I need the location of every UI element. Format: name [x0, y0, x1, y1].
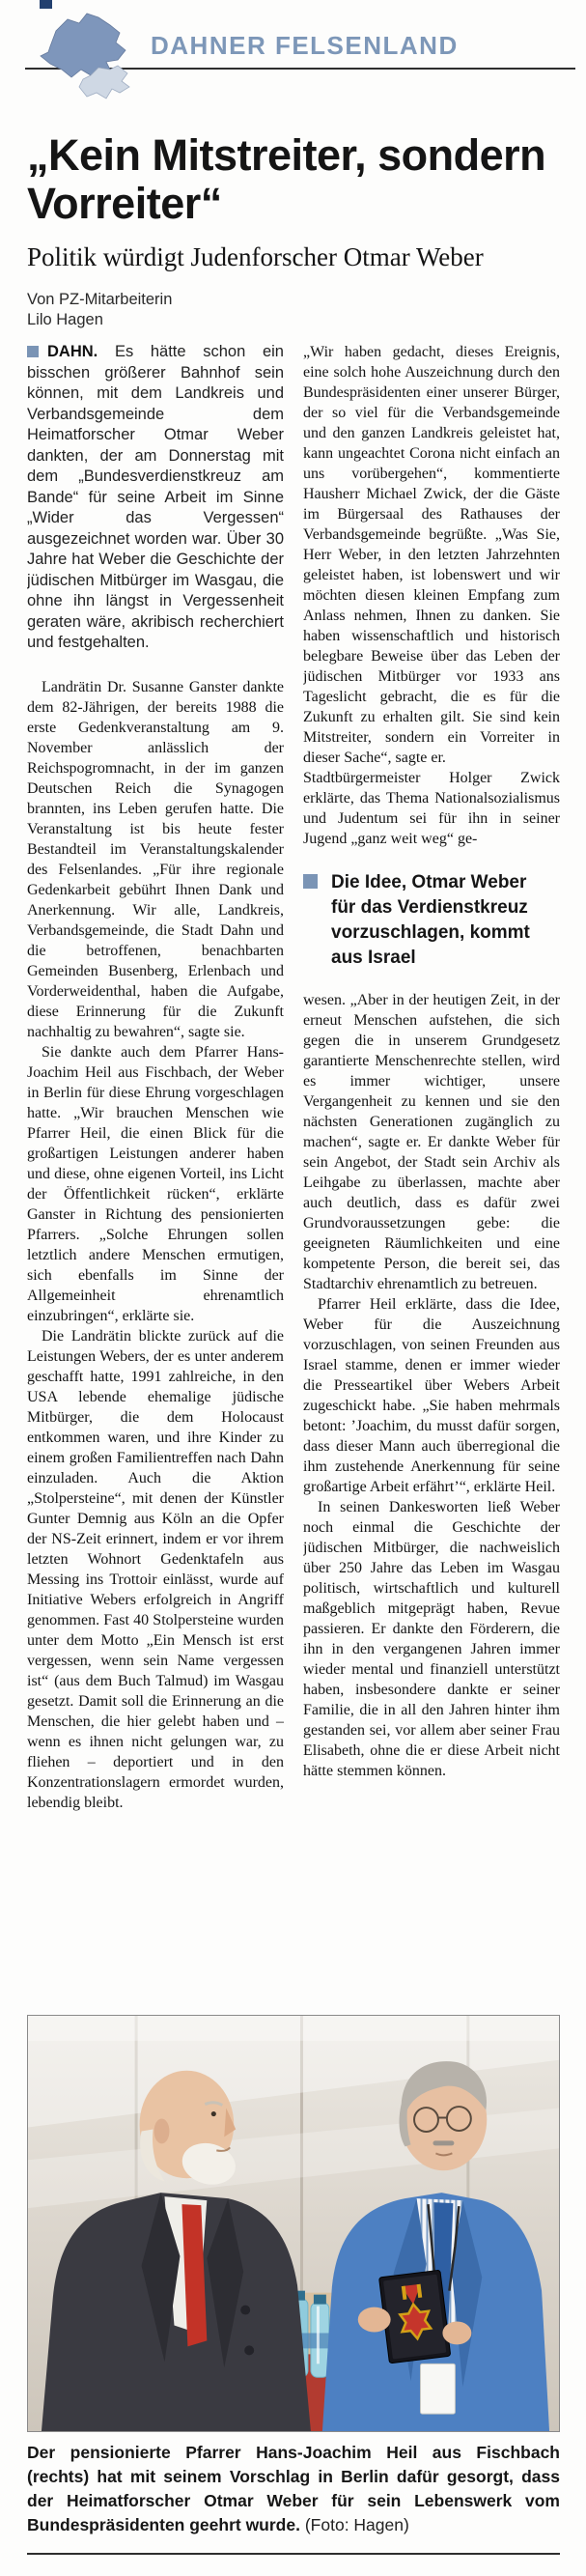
paragraph: Die Landrätin blickte zurück auf die Leistungen Webers, der es unter anderem geschafft hatte, 1991 zahlreiche, in den USA lebende ehemalige jüdische Mitbürger, die dem Holocaust entkommen waren, und ihre Kinder zu einem großen Familientreffen nach Dahn einzuladen. Auch die Aktion „Stolpersteine“, mit denen der Künstler Gunter Demnig aus Köln an die Opfer der NS-Zeit erinnert, indem er vor ihrem letzten Wohnort Gedenktafeln aus Messing ins Trottoir einlässt, wurde auf Initiative Webers erfolgreich in Angriff genommen. Fast 40 Stolpersteine wurden unter dem Motto „Ein Mensch ist erst vergessen, wenn sein Name vergessen ist“ (aus dem Buch Talmud) im Wasgau gesetzt. Damit soll die Erinnerung an die Menschen, die hier gelebt haben und – wenn es ihnen nicht gelungen war, zu fliehen – deportiert und in den Konzentrationslagern ermordet wurden, lebendig bleibt.	[27, 1327, 284, 1811]
section-header	[27, 0, 560, 108]
paragraph: Stadtbürgermeister Holger Zwick erklärte, das Thema Nationalsozialismus und Judentum sei für ihn in seiner Jugend „ganz weit weg“ ge-	[303, 770, 560, 847]
article-body	[27, 342, 560, 1990]
byline	[27, 290, 560, 330]
caption-credit: (Foto: Hagen)	[304, 2515, 409, 2534]
pull-quote-square-marker	[303, 874, 318, 889]
byline-author: Lilo Hagen	[27, 311, 103, 328]
subheadline: Politik würdigt Judenforscher Otmar Weber	[27, 242, 484, 271]
paragraph: In seinen Dankesworten ließ Weber noch einmal die Geschichte der jüdischen Mitbürger, die nachweislich über 250 Jahre das Leben im Wasgau politisch, wirtschaftlich und kulturell maßgeblich mitgeprägt haben, Revue passieren. Er dankte den Förderern, die ihn in den vergangenen Jahren immer wieder mental und finanziell unterstützt haben, insbesondere dankte er seiner Familie, die in all den Jahren hinter ihm gestanden sei, vor allem aber seiner Frau Elisabeth, ohne die er diese Arbeit nicht hätte stemmen können.	[303, 1499, 560, 1779]
paragraph: Landrätin Dr. Susanne Ganster dankte dem 82-Jährigen, der bereits 1988 die erste Gedenkveranstaltung am 9. November anlässlich der Reichspogromnacht, in der im ganzen Deutschen Reich die Synagogen brannten, ins Leben gerufen hatte. Die Veranstaltung ist bis heute fester Bestandteil im Veranstaltungskalender des Felsenlandes. „Für ihre regionale Gedenkarbeit gebührt Ihnen Dank und Anerkennung. Wir alle, Landkreis, Verbandsgemeinde, die Stadt Dahn und die betroffenen, benachbarten Gemeinden Busenberg, Erlenbach und Vorderweidenthal, haben die Aufgabe, diese Erinnerung für die Zukunft nachhaltig zu bewahren“, sagte sie.	[27, 678, 284, 1040]
paragraph-square-marker	[27, 346, 39, 357]
dateline: DAHN.	[47, 343, 98, 360]
pull-quote-text: Die Idee, Otmar Weber für das Verdienstkreuz vorzuschlagen, kommt aus Israel	[331, 872, 530, 968]
headline: „Kein Mitstreiter, sondern Vorreiter“	[27, 130, 546, 228]
column-right	[303, 342, 560, 1990]
pull-quote	[303, 870, 560, 971]
paragraph: „Wir haben gedacht, dieses Ereignis, eine solch hohe Auszeichnung durch den Bundespräsidenten einer unserer Bürger, der so viel für die Verbandsgemeinde und den ganzen Landkreis geleistet hat, kann ungeachtet Corona nicht einfach an uns vorübergehen“, kommentierte Hausherr Michael Zwick, der die Gäste im Bürgersaal des Rathauses der Verbandsgemeinde begrüßte. „Was Sie, Herr Weber, in den letzten Jahrzehnten geleistet haben, ist lobenswert und wir möchten diesen kleinen Empfang zum Anlass nehmen, Ihnen zu danken. Sie haben wissenschaftlich und historisch belegbare Beweise über das Leben der jüdischen Mitbürger vor 1933 ans Tageslicht gebracht, die es für die Zukunft zu erhalten gilt. Sie sind kein Mitstreiter, sondern ein Vorreiter in dieser Sache“, sagte er.	[303, 344, 560, 766]
paragraph: Pfarrer Heil erklärte, dass die Idee, Weber für die Auszeichnung vorzuschlagen, von seinen Freunden aus Israel stamme, denen er immer wieder die Presseartikel über Webers Arbeit zugeschickt habe. „Sie haben mehrmals betont: ’Joachim, du musst dafür sorgen, dass dieser Mann auch überregional die ihm zustehende Anerkennung für seine großartige Arbeit erfährt’“, erklärte Heil.	[303, 1296, 560, 1495]
column-left	[27, 342, 284, 1990]
photo-frame	[27, 2015, 560, 2432]
bottom-rule	[27, 2553, 560, 2555]
article-photo	[27, 2015, 560, 2537]
paragraph: wesen. „Aber in der heutigen Zeit, in der erneut Menschen aufstehen, die sich gegen die in unserem Grundgesetz garantierte Menschenrechte stellen, wird es immer wichtiger, unsere Vergangenheit zu kennen und sie den nächsten Generationen zugänglich zu machen“, sagte er. Er dankte Weber für sein Angebot, der Stadt sein Archiv als Leihgabe zu überlassen, machte aber auch deutlich, dass es dafür zwei Grundvoraussetzungen gebe: die geeigneten Räumlichkeiten und eine kompetente Person, die bereit sei, das Stadtarchiv ehrenamtlich zu betreuen.	[303, 992, 560, 1292]
byline-role: Von PZ-Mitarbeiterin	[27, 291, 173, 308]
lead-paragraph	[27, 342, 284, 654]
caption-text: Der pensionierte Pfarrer Hans-Joachim Heil aus Fischbach (rechts) hat mit seinem Vorschlag in Berlin dafür gesorgt, dass der Heimatforscher Otmar Weber für sein Lebenswerk vom Bundespräsidenten geehrt wurde.	[27, 2443, 560, 2534]
lead-text: Es hätte schon ein bisschen größerer Bahnhof sein können, mit dem Landkreis und Verbandsgemeinde dem Heimatforscher Otmar Weber dankten, der am Donnerstag mit dem „Bundesverdienstkreuz am Bande“ für seine Arbeit im Sinne „Wider das Vergessen“ ausgezeichnet worden war. Über 30 Jahre hat Weber die Geschichte der jüdischen Mitbürger im Wasgau, die ohne ihn längst in Vergessenheit geraten wäre, akribisch recherchiert und festgehalten.	[27, 343, 284, 651]
section-title: DAHNER FELSENLAND	[151, 31, 459, 60]
photo-illustration	[28, 2016, 559, 2431]
paragraph: Sie dankte auch dem Pfarrer Hans-Joachim Heil aus Fischbach, der Weber in Berlin für diese Ehrung vorgeschlagen hatte. „Wir brauchen Menschen wie Pfarrer Heil, die einen Blick für die großartigen Leistungen anderer haben und diese, ohne eigenen Vorteil, ins Licht der Öffentlichkeit rücken“, erklärte Ganster in Richtung des pensionierten Pfarrers. „Solche Ehrungen sollen letztlich andere Menschen ermutigen, sich ebenfalls im Sinne der Allgemeinheit ehrenamtlich einzubringen“, erklärte sie.	[27, 1043, 284, 1324]
photo-caption	[27, 2441, 560, 2537]
region-map-icon	[29, 8, 135, 104]
